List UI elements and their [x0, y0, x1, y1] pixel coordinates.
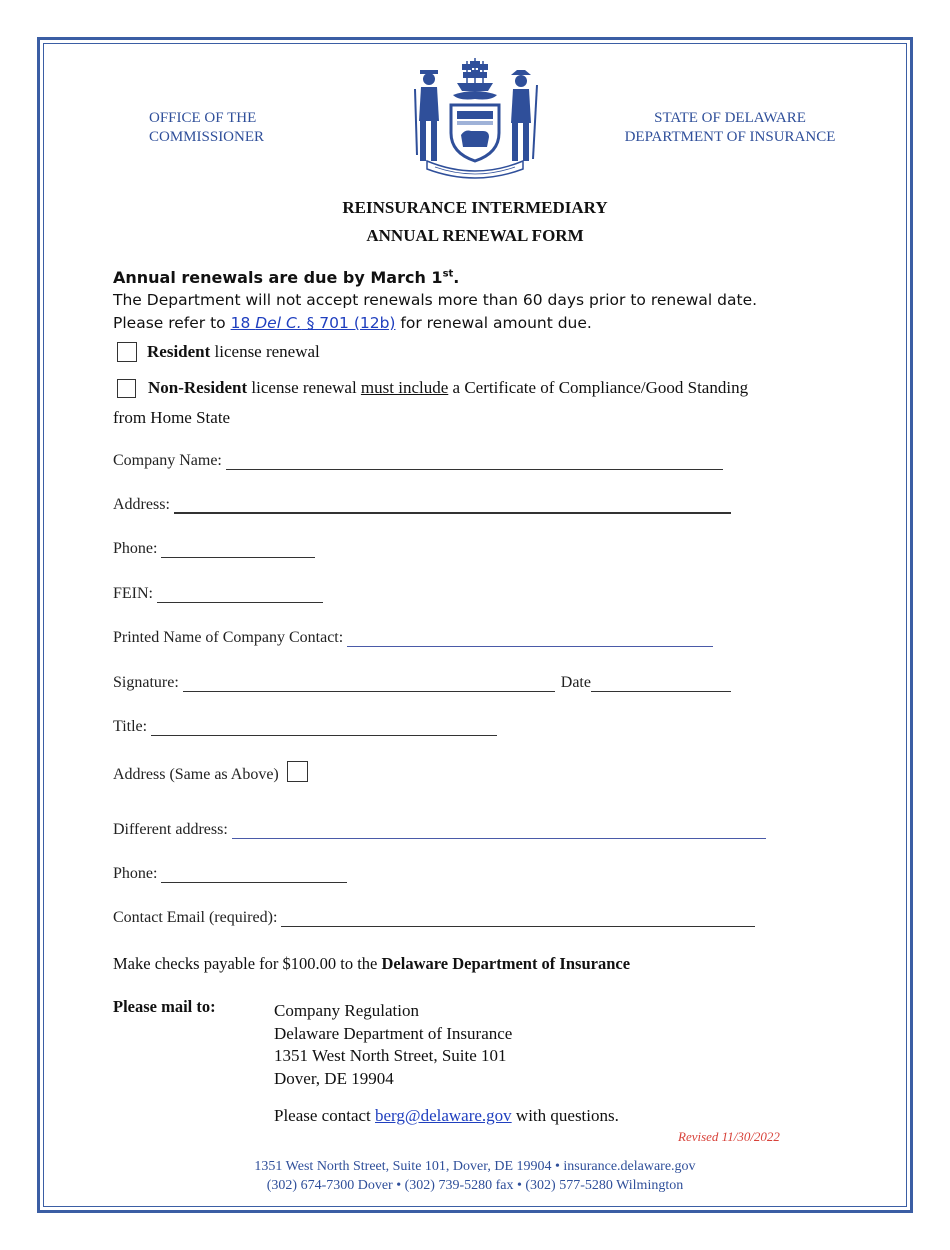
resident-option: Resident license renewal	[117, 342, 320, 362]
contact-email-field	[113, 909, 755, 927]
mailing-address-line1: Company Regulation	[274, 1001, 419, 1020]
fein-input[interactable]	[157, 588, 323, 603]
mailing-address-line4: Dover, DE 19904	[274, 1068, 394, 1088]
phone2-label: Phone:	[113, 865, 158, 882]
phone-input[interactable]	[161, 543, 315, 558]
different-address-input[interactable]	[232, 824, 766, 839]
phone-label: Phone:	[113, 540, 158, 557]
fein-field	[113, 585, 323, 603]
company-name-input[interactable]	[226, 455, 723, 470]
due-date-notice: Annual renewals are due by March 1st.	[113, 268, 460, 287]
address-input[interactable]	[174, 498, 731, 514]
mailing-address-line3: 1351 West North Street, Suite 101	[274, 1046, 507, 1065]
address-same-label: Address (Same as Above)	[113, 766, 279, 783]
date-label: Date	[560, 674, 591, 691]
department-heading-line2: DEPARTMENT OF INSURANCE	[624, 129, 836, 145]
statute-link[interactable]: 18 Del C. § 701 (12b)	[230, 314, 396, 332]
phone-field	[113, 540, 315, 558]
address-field	[113, 496, 731, 514]
nonresident-checkbox[interactable]	[117, 379, 136, 398]
mailing-address-line2: Delaware Department of Insurance	[274, 1023, 513, 1043]
office-heading-line2: COMMISSIONER	[149, 129, 265, 145]
footer-phones: (302) 674-7300 Dover • (302) 739-5280 fax • (302) 577-5280 Wilmington	[266, 1178, 684, 1193]
different-address-field	[113, 821, 766, 839]
form-title-line1: REINSURANCE INTERMEDIARY	[342, 198, 608, 217]
contact-name-input[interactable]	[347, 632, 713, 647]
contact-line: Please contact berg@delaware.gov with questions.	[274, 1106, 619, 1125]
company-name-field	[113, 452, 723, 470]
resident-checkbox[interactable]	[117, 342, 137, 362]
statute-reference: Please refer to 18 Del C. § 701 (12b) for renewal amount due.	[113, 314, 592, 332]
contact-email-link[interactable]: berg@delaware.gov	[375, 1106, 512, 1125]
department-heading-line1: STATE OF DELAWARE	[654, 110, 806, 126]
office-heading-line1: OFFICE OF THE	[149, 110, 257, 126]
department-heading	[600, 109, 860, 147]
form-title-line2: ANNUAL RENEWAL FORM	[366, 226, 584, 245]
nonresident-option: Non-Resident license renewal must include a Certificate of Compliance/Good Standing	[117, 378, 748, 398]
phone2-input[interactable]	[161, 868, 347, 883]
address-same-checkbox[interactable]	[287, 761, 308, 782]
revised-date: Revised 11/30/2022	[678, 1129, 780, 1144]
address-label: Address:	[113, 496, 170, 513]
company-name-label: Company Name:	[113, 452, 222, 469]
signature-input[interactable]	[183, 677, 555, 692]
different-address-label: Different address:	[113, 821, 228, 838]
nonresident-option-line2: from Home State	[113, 408, 231, 427]
fein-label: FEIN:	[113, 585, 153, 602]
contact-name-field	[113, 629, 713, 647]
delaware-seal-icon	[405, 55, 545, 185]
renewal-window-notice: The Department will not accept renewals more than 60 days prior to renewal date.	[113, 291, 758, 309]
payment-instructions: Make checks payable for $100.00 to the Delaware Department of Insurance	[113, 954, 631, 973]
office-heading	[149, 109, 264, 147]
title-label: Title:	[113, 718, 148, 735]
contact-email-label: Contact Email (required):	[113, 909, 278, 926]
contact-email-input[interactable]	[281, 912, 755, 927]
footer-address: 1351 West North Street, Suite 101, Dover, DE 19904 • insurance.delaware.gov	[254, 1159, 696, 1174]
title-input[interactable]	[151, 721, 497, 736]
mailing-address	[274, 1000, 512, 1090]
signature-label: Signature:	[113, 674, 179, 691]
date-input[interactable]	[591, 677, 731, 692]
signature-field	[113, 674, 731, 692]
phone2-field	[113, 865, 347, 883]
mail-to-label: Please mail to:	[113, 997, 216, 1016]
address-same-field	[113, 766, 308, 784]
title-field	[113, 718, 497, 736]
contact-name-label: Printed Name of Company Contact:	[113, 629, 344, 646]
